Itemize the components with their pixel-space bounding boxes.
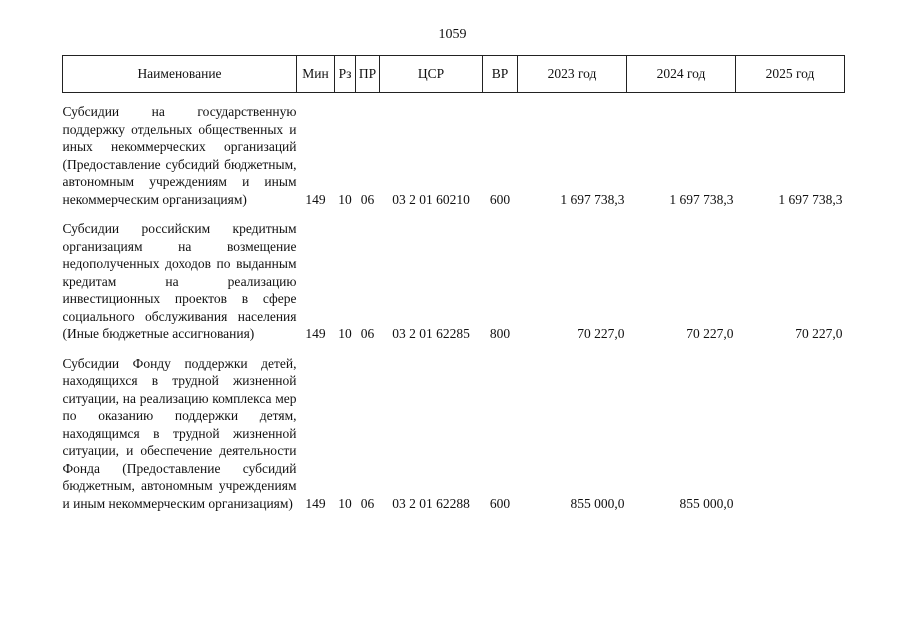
row-min: 149	[305, 326, 326, 341]
col-header-rz: Рз	[335, 56, 356, 93]
page-number: 1059	[438, 27, 467, 42]
header-row	[63, 56, 845, 93]
row-csr: 03 2 01 62288	[392, 495, 470, 511]
row-pr: 06	[360, 191, 375, 207]
table-row	[63, 210, 845, 345]
row-csr: 03 2 01 60210	[392, 191, 470, 207]
row-pr: 06	[360, 495, 375, 511]
table-row	[63, 345, 845, 515]
row-amount-2023: 1 697 738,3	[560, 191, 625, 207]
budget-table	[62, 55, 845, 514]
row-vr: 800	[489, 326, 511, 341]
col-header-2023: 2023 год	[518, 56, 627, 93]
row-amount-2023: 855 000,0	[570, 495, 625, 511]
row-rz: 10	[338, 191, 352, 207]
row-amount-2024: 70 227,0	[686, 326, 734, 341]
row-pr: 06	[360, 326, 375, 341]
row-min: 149	[305, 495, 326, 511]
row-amount-2025: 70 227,0	[795, 326, 843, 341]
col-header-name: Наименование	[63, 56, 297, 93]
col-header-pr: ПР	[356, 56, 380, 93]
row-amount-2025	[736, 345, 845, 515]
row-amount-2025: 1 697 738,3	[778, 191, 843, 207]
row-vr: 600	[489, 191, 511, 207]
row-csr: 03 2 01 62285	[392, 326, 470, 341]
col-header-csr: ЦСР	[380, 56, 483, 93]
row-name: Субсидии на государственную поддержку отдельных общественных и иных некоммерческих организаций (Предоставление субсидий бюджетным, автономным учреждениям и иным некоммерческим организациям)	[62, 104, 297, 207]
row-rz: 10	[338, 326, 352, 341]
row-amount-2024: 1 697 738,3	[669, 191, 734, 207]
col-header-2025: 2025 год	[736, 56, 845, 93]
row-amount-2024: 855 000,0	[679, 495, 734, 511]
row-amount-2023: 70 227,0	[577, 326, 625, 341]
row-rz: 10	[338, 495, 352, 511]
row-min: 149	[305, 191, 326, 207]
row-name: Субсидии Фонду поддержки детей, находящихся в трудной жизненной ситуации, на реализацию комплекса мер по оказанию поддержки детям, находящимся в трудной жизненной ситуации, и обеспечение деятельности Фонда (Предоставление субсидий бюджетным, автономным учреждениям и иным некоммерческим организациям)	[62, 355, 297, 511]
col-header-min: Мин	[297, 56, 335, 93]
col-header-vr: ВР	[483, 56, 518, 93]
row-vr: 600	[489, 495, 511, 511]
col-header-2024: 2024 год	[627, 56, 736, 93]
row-name: Субсидии российским кредитным организациям на возмещение недополученных доходов по выданным кредитам на реализацию инвестиционных проектов в сфере социального обслуживания населения (Иные бюджетные ассигнования)	[62, 221, 297, 341]
table-row	[63, 93, 845, 211]
